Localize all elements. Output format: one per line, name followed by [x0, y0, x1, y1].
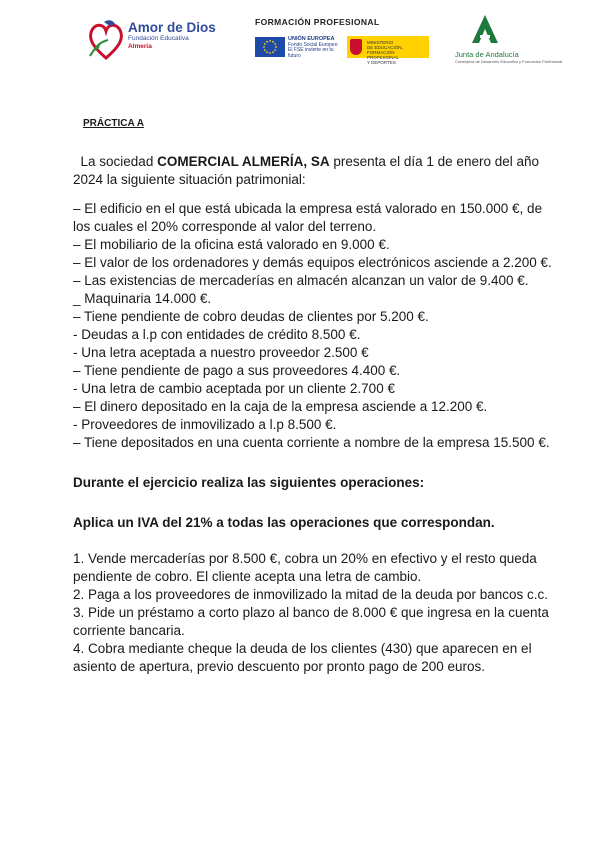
operation-item: 4. Cobra mediante cheque la deuda de los clientes (430) que aparecen en el asiento de apertura, previo descuento por pronto pago de 200 euros. [73, 641, 532, 674]
spain-shield-icon [350, 39, 362, 55]
list-item: – Tiene pendiente de cobro deudas de clientes por 5.200 €. [73, 309, 429, 324]
company-name: COMERCIAL ALMERÍA, SA [157, 154, 330, 169]
list-item: – El valor de los ordenadores y demás equipos electrónicos asciende a 2.200 €. [73, 255, 552, 270]
andalucia-a-icon [471, 14, 499, 44]
list-item: – El edificio en el que está ubicada la empresa está valorado en 150.000 €, de los cuales el 20% corresponde al valor del terreno. [73, 201, 543, 234]
operations-heading: Durante el ejercicio realiza las siguientes operaciones: [73, 475, 425, 490]
spain-line3: Y DEPORTES [367, 60, 396, 65]
heart-dove-icon [86, 16, 126, 62]
eu-line2: El FSE invierte en tu futuro [288, 47, 334, 59]
amor-de-dios-logo [86, 16, 216, 62]
amor-city: Almería [128, 43, 152, 50]
patrimonio-list [73, 200, 553, 452]
eu-line1: Fondo Social Europeo [288, 41, 338, 48]
list-item: – Tiene depositados en una cuenta corriente a nombre de la empresa 15.500 €. [73, 435, 550, 450]
amor-subtitle: Fundación Educativa [128, 35, 189, 42]
list-item: - Una letra aceptada a nuestro proveedor 2.500 € [73, 345, 369, 360]
list-item: – El dinero depositado en la caja de la empresa asciende a 12.200 €. [73, 399, 488, 414]
operation-item: 1. Vende mercaderías por 8.500 €, cobra un 20% en efectivo y el resto queda pendiente de cobro. El cliente acepta una letra de cambio. [73, 551, 537, 584]
andalucia-sub: Consejería de Desarrollo Educativo y Formación Profesional [455, 59, 563, 64]
eu-name: UNIÓN EUROPEA [288, 36, 335, 42]
page-title: PRÁCTICA A [83, 118, 144, 129]
list-item: – Tiene pendiente de pago a sus proveedores 4.400 €. [73, 363, 401, 378]
operation-item: 2. Paga a los proveedores de inmovilizado la mitad de la deuda por bancos c.c. [73, 587, 549, 602]
document-header [0, 0, 600, 80]
eu-flag-icon [255, 37, 285, 57]
spain-line2: DE EDUCACIÓN, FORMACIÓN PROFESIONAL [367, 45, 403, 60]
andalucia-name: Junta de Andalucía [455, 50, 519, 59]
operations-list [73, 550, 553, 676]
list-item: - Proveedores de inmovilizado a l.p 8.500 €. [73, 417, 337, 432]
amor-title: Amor de Dios [128, 20, 216, 35]
intro-paragraph [73, 153, 553, 189]
intro-post: presenta el día 1 de enero del año 2024 la siguiente situación patrimonial: [73, 154, 540, 187]
list-item: - Deudas a l.p con entidades de crédito 8.500 €. [73, 327, 361, 342]
junta-andalucia-logo [455, 14, 563, 66]
list-item: – El mobiliario de la oficina está valorado en 9.000 €. [73, 237, 390, 252]
spain-text [367, 40, 427, 65]
spain-government-logo [347, 36, 429, 65]
list-item: _ Maquinaria 14.000 €. [73, 291, 212, 306]
fp-title: FORMACIÓN PROFESIONAL [255, 17, 380, 27]
spain-line1: MINISTERIO [367, 40, 394, 45]
iva-heading: Aplica un IVA del 21% a todas las operaciones que correspondan. [73, 515, 495, 530]
intro-pre: La sociedad [80, 154, 158, 169]
list-item: – Las existencias de mercaderías en almacén alcanzan un valor de 9.400 €. [73, 273, 529, 288]
document-body [73, 153, 553, 676]
list-item: - Una letra de cambio aceptada por un cliente 2.700 € [73, 381, 395, 396]
operation-item: 3. Pide un préstamo a corto plazo al banco de 8.000 € que ingresa en la cuenta corriente bancaria. [73, 605, 549, 638]
formacion-profesional-block [255, 17, 435, 65]
eu-text [288, 37, 343, 59]
